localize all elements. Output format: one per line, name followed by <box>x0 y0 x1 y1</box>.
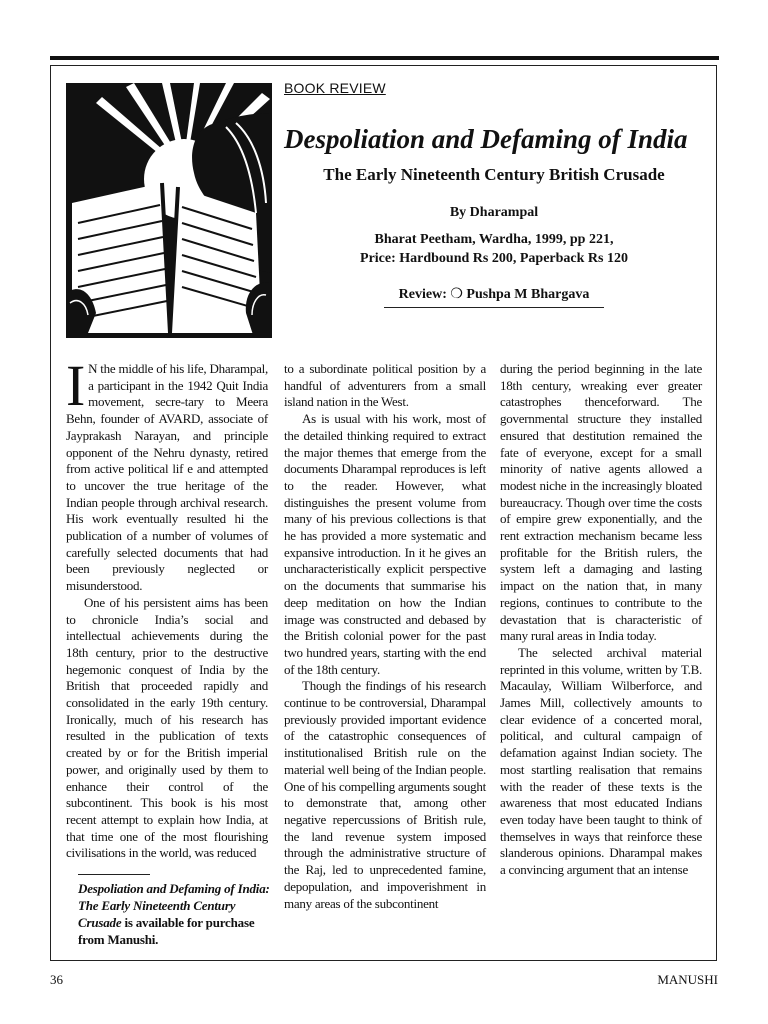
text-column-3 <box>500 361 702 879</box>
article-title: Despoliation and Defaming of India <box>284 124 688 154</box>
page-number: 36 <box>50 972 63 987</box>
drop-cap: I <box>66 353 86 418</box>
paragraph: Though the findings of his research continue to be controversial, Dharampal previously provided important evidence of the catastrophic consequences of institutionalised British rule on the material well being of the Indian people. One of his compelling arguments sought to demonstrate that, among other negative repercussions of British rule, the land revenue system imposed through the administrative structure of the Raj, led to unprecedented famine, depopulation, and impoverishment in many areas of the subcontinent <box>284 678 486 911</box>
paragraph-text: N the middle of his life, Dharampal, a participant in the 1942 Quit India movement, secre-tary to Meera Behn, founder of AVARD, associate of Jayprakash Narayan, and principle opponent of the Nehru dynasty, retired from active political lif e and attempted to uncover the true heritage of the Indian people through archival research. His work eventually resulted hi the publication of a number of volumes of carefully selected documents that had been previously neglected or misunderstood. <box>66 361 268 594</box>
publication-info <box>284 230 704 268</box>
note-rule <box>78 874 150 875</box>
review-label: Review: <box>398 287 447 302</box>
note-text: is available for purchase from Manushi. <box>78 915 255 947</box>
paragraph: The selected archival material reprinted in this volume, written by T.B. Macaulay, William Wilberforce, and James Mill, collectively amounts to clear evidence of a concerted moral, political, and cultural campaign of defamation against Indian society. The most startling realisation that remains with the reader of these texts is the awareness that most educated Indians even today have been taught to think of themselves in ways that reinforce these slanderous opinions. Dharampal makes a convincing argument that an intense <box>500 644 702 878</box>
author-byline: By Dharampal <box>449 205 539 220</box>
section-label: BOOK REVIEW <box>284 80 386 96</box>
note-book-title: Despoliation and Defaming of India: The Early Nineteenth Century Crusade <box>78 881 270 930</box>
paragraph <box>66 353 268 595</box>
top-rule <box>50 56 719 60</box>
paragraph: One of his persistent aims has been to chronicle India’s social and intellectual achievements during the 18th century, prior to the destructive hegemonic conquest of India by the British that proceeded rapidly and consolidated in the early 19th century. Ironically, much of his research has resulted in the publication of texts created by or for the British imperial power, and originally used by them to enhance their control of the subcontinent. This book is his most recent attempt to explain how India, at that time one of the most flourishing civilisations in the world, was reduced <box>66 594 268 861</box>
publisher-line: Bharat Peetham, Wardha, 1999, pp 221, <box>374 232 614 247</box>
availability-note <box>78 880 270 948</box>
reviewer-line <box>384 286 604 308</box>
circle-bullet-icon: ❍ <box>450 287 463 302</box>
magazine-name: MANUSHI <box>657 972 718 987</box>
reviewer-name: Pushpa M Bhargava <box>466 287 590 302</box>
paragraph: to a subordinate political position by a handful of adventurers from a small island nation in the West. <box>284 361 486 410</box>
paragraph: during the period beginning in the late 18th century, wreaking ever greater catastrophes thenceforward. The governmental structure they installed ensured that destitution remained the fate of everyone, except for a small minority of native agents allowed a modest niche in the increasingly bloated bureaucracy. Though over time the costs of empire grew exponentially, and the rent extraction mechanism became less profitable for the British rulers, the system left a damaging and lasting impact on the nation that, in many regions, continues to contribute to the devastation that is characteristic of many rural areas in India today. <box>500 361 702 644</box>
text-column-1 <box>66 353 268 862</box>
reader-with-book-illustration <box>66 83 272 338</box>
article-subtitle: The Early Nineteenth Century British Crusade <box>323 165 665 184</box>
text-column-2 <box>284 361 486 912</box>
price-line: Price: Hardbound Rs 200, Paperback Rs 120 <box>360 251 628 266</box>
paragraph: As is usual with his work, most of the detailed thinking required to extract the major themes that emerge from the documents Dharampal reproduces is left to the reader. However, what distinguishes the present volume from many of his previous collections is that he has provided a more systematic and expansive introduction. In it he gives an uncharacteristically explicit perspective on the documents that summarise his deep meditation on how the Indian image was constructed and debased by the British colonial power for the past two hundred years, starting with the end of the 18th century. <box>284 411 486 677</box>
